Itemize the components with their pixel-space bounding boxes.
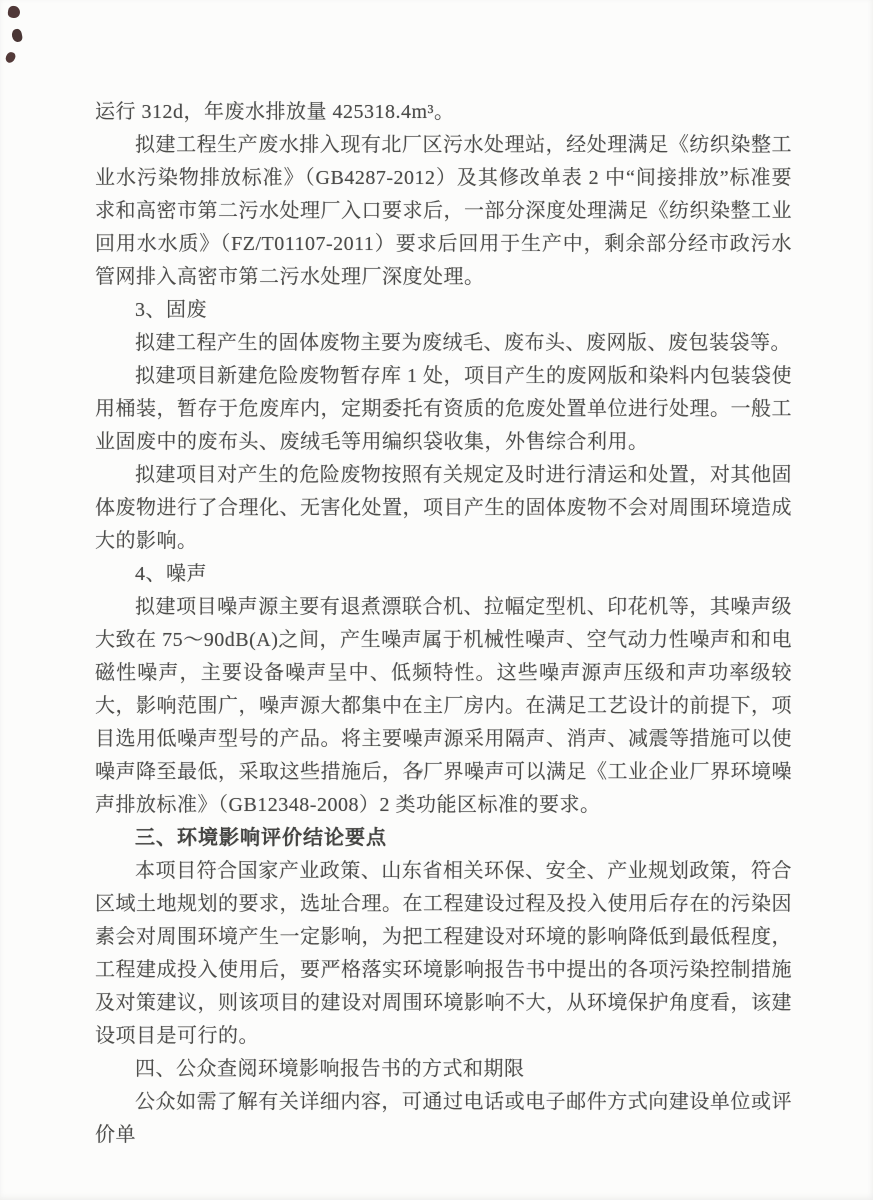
paragraph-wastewater-treatment: 拟建工程生产废水排入现有北厂区污水处理站，经处理满足《纺织染整工业水污染物排放标准》（GB4287-2012）及其修改单表 2 中“间接排放”标准要求和高密市第二污水处理厂入口要求后，一部分深度处理满足《纺织染整工业回用水水质》（FZ/T01107-2011）要求后回用于生产中，剩余部分经市政污水管网排入高密市第二污水处理厂深度处理。 (95, 134, 792, 288)
ink-blot-artifact (4, 51, 16, 64)
document-text-block (95, 96, 792, 1152)
paragraph-annual-wastewater: 运行 312d，年废水排放量 425318.4m³。 (95, 101, 455, 123)
paragraph-public-access: 公众如需了解有关详细内容，可通过电话或电子邮件方式向建设单位或评价单 (95, 1091, 792, 1146)
paragraph-hazardous-waste-disposal: 拟建项目对产生的危险废物按照有关规定及时进行清运和处置，对其他固体废物进行了合理化、无害化处置，项目产生的固体废物不会对周围环境造成大的影响。 (95, 464, 792, 552)
paragraph-hazardous-waste-storage: 拟建项目新建危险废物暂存库 1 处，项目产生的废网版和染料内包装袋使用桶装，暂存于危废库内，定期委托有资质的危废处置单位进行处理。一般工业固废中的废布头、废绒毛等用编织袋收集，外售综合利用。 (95, 365, 792, 453)
ink-blot-artifact (11, 28, 23, 43)
paragraph-noise-sources: 拟建项目噪声源主要有退煮漂联合机、拉幅定型机、印花机等，其噪声级大致在 75～90dB(A)之间，产生噪声属于机械性噪声、空气动力性噪声和和电磁性噪声，主要设备噪声呈中、低频特性。这些噪声源声压级和声功率级较大，影响范围广，噪声源大都集中在主厂房内。在满足工艺设计的前提下，项目选用低噪声型号的产品。将主要噪声源采用隔声、消声、减震等措施可以使噪声降至最低，采取这些措施后，各厂界噪声可以满足《工业企业厂界环境噪声排放标准》（GB12348-2008）2 类功能区标准的要求。 (95, 596, 792, 816)
paragraph-solid-waste-types: 拟建工程产生的固体废物主要为废绒毛、废布头、废网版、废包装袋等。 (135, 332, 791, 354)
ink-blot-artifact (7, 5, 21, 19)
heading-solid-waste: 3、固废 (135, 299, 207, 321)
heading-public-access: 四、公众查阅环境影响报告书的方式和期限 (135, 1058, 525, 1080)
paragraph-eia-conclusion: 本项目符合国家产业政策、山东省相关环保、安全、产业规划政策，符合区域土地规划的要求，选址合理。在工程建设过程及投入使用后存在的污染因素会对周围环境产生一定影响，为把工程建设对环境的影响降低到最低程度，工程建成投入使用后，要严格落实环境影响报告书中提出的各项污染控制措施及对策建议，则该项目的建设对周围环境影响不大，从环境保护角度看，该建设项目是可行的。 (95, 860, 792, 1047)
heading-eia-conclusion: 三、环境影响评价结论要点 (135, 827, 387, 849)
heading-noise: 4、噪声 (135, 563, 207, 585)
